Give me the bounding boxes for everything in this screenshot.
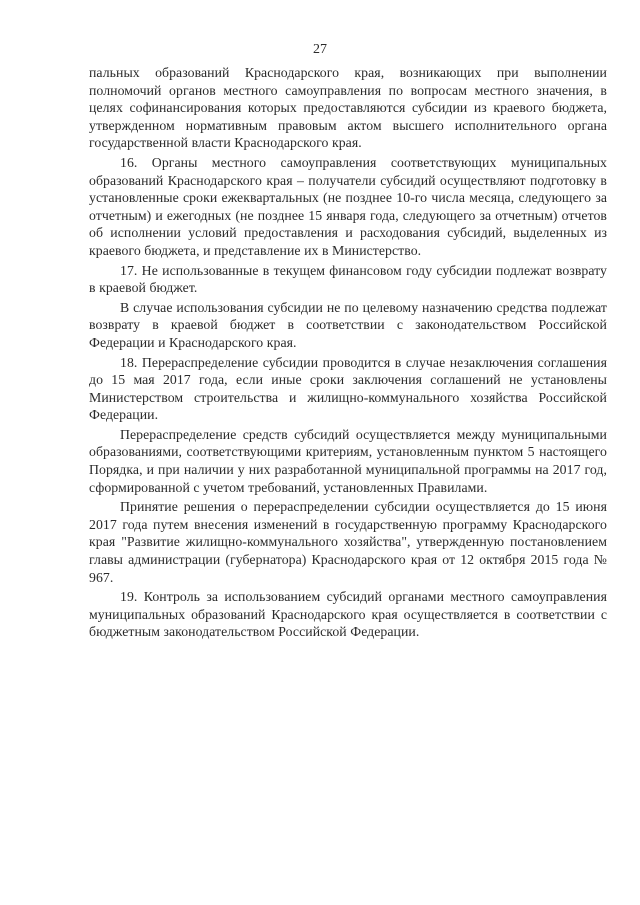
document-body <box>89 64 607 643</box>
paragraph-misuse-return: В случае использования субсидии не по целевому назначению средства подлежат возврату в краевой бюджет в соответствии с законодательством Российской Федерации и Краснодарского края. <box>89 299 607 350</box>
paragraph-item-18: 18. Перераспределение субсидии проводится в случае незаключения соглашения до 15 мая 2017 года, если иные сроки заключения соглашений не установлены Министерством строительства и жилищно-коммунального хозяйства Российской Федерации. <box>89 354 607 423</box>
paragraph-continuation: пальных образований Краснодарского края, возникающих при выполнении полномочий органов местного самоуправления по вопросам местного значения, в целях софинансирования которых предоставляются субсидии из краевого бюджета, утвержденном нормативным правовым актом высшего исполнительного органа государственной власти Краснодарского края. <box>89 65 607 151</box>
paragraph-redistribution-decision: Принятие решения о перераспределении субсидии осуществляется до 15 июня 2017 года путем внесения изменений в государственную программу Краснодарского края "Развитие жилищно-коммунального хозяйства", утвержденную постановлением главы администрации (губернатора) Краснодарского края от 12 октября 2015 года № 967. <box>89 499 607 585</box>
paragraph-redistribution: Перераспределение средств субсидий осуществляется между муниципальными образованиями, соответствующими критериям, установленным пунктом 5 настоящего Порядка, и при наличии у них разработанной муниципальной программы на 2017 год, сформированной с учетом требований, установленных Правилами. <box>89 426 607 495</box>
paragraph-item-16: 16. Органы местного самоуправления соответствующих муниципальных образований Краснодарского края – получатели субсидий осуществляют подготовку в установленные сроки ежеквартальных (не позднее 10-го числа месяца, следующего за отчетным) и ежегодных (не позднее 15 января года, следующего за отчетным) отчетов об исполнении условий предоставления и расходования субсидий, выделенных из краевого бюджета, и представление их в Министерство. <box>89 154 607 258</box>
paragraph-item-19: 19. Контроль за использованием субсидий органами местного самоуправления муниципальных образований Краснодарского края осуществляется в соответствии с бюджетным законодательством Российской Федерации. <box>89 589 607 640</box>
page-number: 27 <box>313 42 327 57</box>
paragraph-item-17: 17. Не использованные в текущем финансовом году субсидии подлежат возврату в краевой бюджет. <box>89 262 607 296</box>
